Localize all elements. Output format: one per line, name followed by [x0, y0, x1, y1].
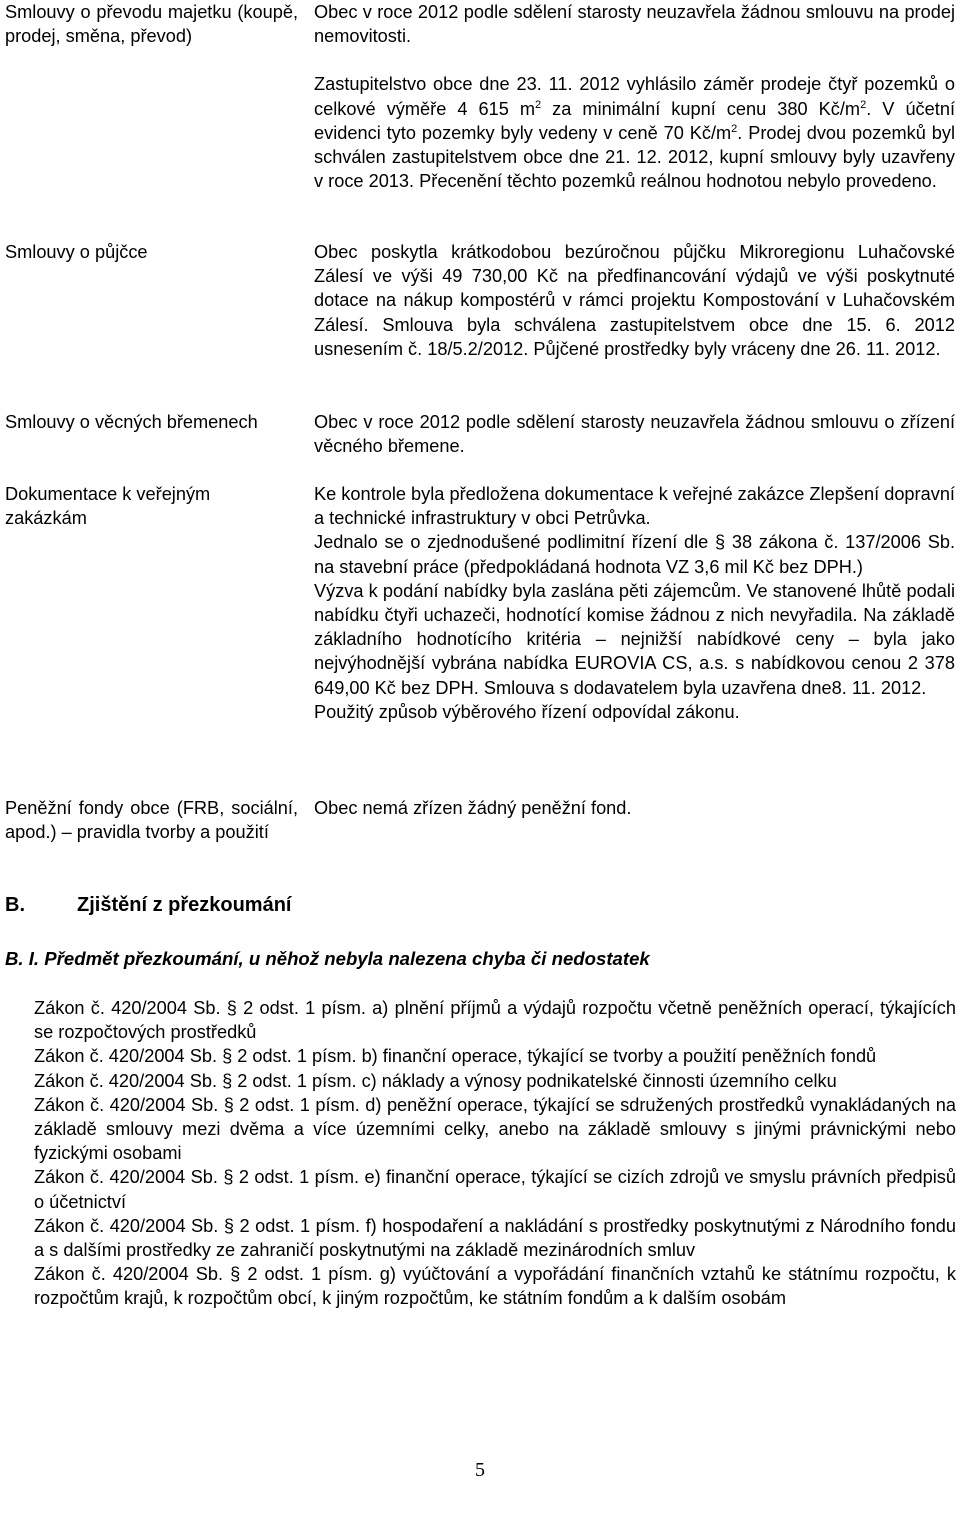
prevod-p2-part-b: za minimální kupní cenu 380 Kč/m — [541, 98, 861, 119]
row-label-pujcka: Smlouvy o půjčce — [5, 242, 148, 262]
law-item: Zákon č. 420/2004 Sb. § 2 odst. 1 písm. d) peněžní operace, týkající se sdružených prostředků vynakládaných na základě smlouvy mezi dvěma a více územními celky, anebo na základě smlouvy s jinými právnickými nebo fyzickými osobami — [34, 1094, 956, 1164]
prevod-p2-part-d: . Prodej dvou pozemků byl schválen zastupitelstvem obce dne 21. 12. 2012, kupní smlouvy byly uzavřeny v roce 2013. Přecenění těchto pozemků reálnou hodnotou nebylo provedeno. — [314, 122, 955, 192]
zakazky-paragraph-1: Ke kontrole byla předložena dokumentace k veřejné zakázce Zlepšení dopravní a technické infrastruktury v obci Petrůvka. — [314, 484, 955, 529]
row-label-prevod: Smlouvy o převodu majetku (koupě, prodej, směna, převod) — [5, 2, 298, 47]
row-content-pujcka — [314, 240, 955, 361]
zakazky-paragraph-3: Výzva k podání nabídky byla zaslána pěti zájemcům. Ve stanovené lhůtě podali nabídku čtyři uchazeči, hodnotící komise žádnou z nich nevyřadila. Na základě základního hodnotícího kritéria – nejnižší nabídkové ceny – byla jako nejvýhodnější vybrána nabídka EUROVIA CS, a.s. s nabídkovou cenou 2 378 649,00 Kč bez DPH. Smlouva s dodavatelem byla uzavřena dne8. 11. 2012. — [314, 580, 955, 698]
prevod-paragraph-1: Obec v roce 2012 podle sdělení starosty neuzavřela žádnou smlouvu na prodej nemovitosti. — [314, 2, 955, 47]
section-b-heading — [5, 893, 291, 917]
row-label-fondy: Peněžní fondy obce (FRB, sociální, apod.) – pravidla tvorby a použití — [5, 798, 298, 843]
fondy-paragraph: Obec nemá zřízen žádný peněžní fond. — [314, 798, 632, 818]
law-item: Zákon č. 420/2004 Sb. § 2 odst. 1 písm. e) finanční operace, týkající se cizích zdrojů ve smyslu právních předpisů o účetnictví — [34, 1167, 956, 1212]
law-item: Zákon č. 420/2004 Sb. § 2 odst. 1 písm. a) plnění příjmů a výdajů rozpočtu včetně peněžních operací, týkajících se rozpočtových prostředků — [34, 998, 956, 1043]
row-content-prevod — [314, 0, 955, 193]
row-content-zakazky — [314, 482, 955, 724]
prevod-p2-part-a: Zastupitelstvo obce dne 23. 11. 2012 vyhlásilo záměr prodeje čtyř pozemků o celkové výměře 4 615 m — [314, 74, 955, 119]
law-item: Zákon č. 420/2004 Sb. § 2 odst. 1 písm. f) hospodaření a nakládání s prostředky poskytnutými z Národního fondu a s dalšími prostředky ze zahraničí poskytnutými na základě mezinárodních smluv — [34, 1215, 956, 1261]
law-item: Zákon č. 420/2004 Sb. § 2 odst. 1 písm. g) vyúčtování a vypořádání finančních vztahů ke státnímu rozpočtu, k rozpočtům krajů, k rozpočtům obcí, k jiným rozpočtům, ke státním fondům a k dalším osobám — [34, 1264, 956, 1309]
bremena-paragraph: Obec v roce 2012 podle sdělení starosty neuzavřela žádnou smlouvu o zřízení věcného břemene. — [314, 412, 955, 457]
row-label-zakazky — [5, 482, 298, 530]
label-line-1 — [5, 482, 298, 506]
superscript-2: 2 — [860, 98, 867, 111]
paragraph-gap — [314, 48, 955, 72]
label-dokumentace: Dokumentace — [5, 484, 118, 504]
superscript-2: 2 — [535, 98, 542, 111]
row-label-bremena: Smlouvy o věcných břemenech — [5, 412, 258, 432]
pujcka-paragraph: Obec poskytla krátkodobou bezúročnou půjčku Mikroregionu Luhačovské Zálesí ve výši 49 730,00 Kč na předfinancování výdajů ve výši poskytnuté dotace na nákup kompostérů v rámci projektu Kompostování v Luhačovském Zálesí. Smlouva byla schválena zastupitelstvem obce dne 15. 6. 2012 usnesením č. 18/5.2/2012. Půjčené prostředky byly vráceny dne 26. 11. 2012. — [314, 242, 955, 359]
law-item: Zákon č. 420/2004 Sb. § 2 odst. 1 písm. c) náklady a výnosy podnikatelské činnosti územního celku — [34, 1070, 837, 1091]
superscript-2: 2 — [731, 122, 738, 135]
section-bi-heading: B. I. Předmět přezkoumání, u něhož nebyla nalezena chyba či nedostatek — [5, 948, 650, 969]
law-items-list — [34, 996, 956, 1311]
label-zakazkam: zakázkám — [5, 508, 87, 529]
zakazky-paragraph-2: Jednalo se o zjednodušené podlimitní řízení dle § 38 zákona č. 137/2006 Sb. na stavební práce (předpokládaná hodnota VZ 3,6 mil Kč bez DPH.) — [314, 532, 955, 577]
label-k-verejnym: k veřejným — [122, 484, 211, 504]
page-number: 5 — [475, 1459, 485, 1481]
row-content-fondy — [314, 796, 955, 820]
section-b-title: Zjištění z přezkoumání — [77, 894, 292, 916]
prevod-p2-part-c: . V účetní evidenci tyto pozemky byly vedeny v ceně 70 Kč/m — [314, 98, 955, 143]
section-b-letter: B. — [5, 894, 25, 916]
law-item: Zákon č. 420/2004 Sb. § 2 odst. 1 písm. b) finanční operace, týkající se tvorby a použití peněžních fondů — [34, 1046, 877, 1067]
prevod-paragraph-2 — [314, 72, 955, 193]
zakazky-paragraph-4: Použitý způsob výběrového řízení odpovídal zákonu. — [314, 701, 740, 722]
row-content-bremena — [314, 410, 955, 458]
